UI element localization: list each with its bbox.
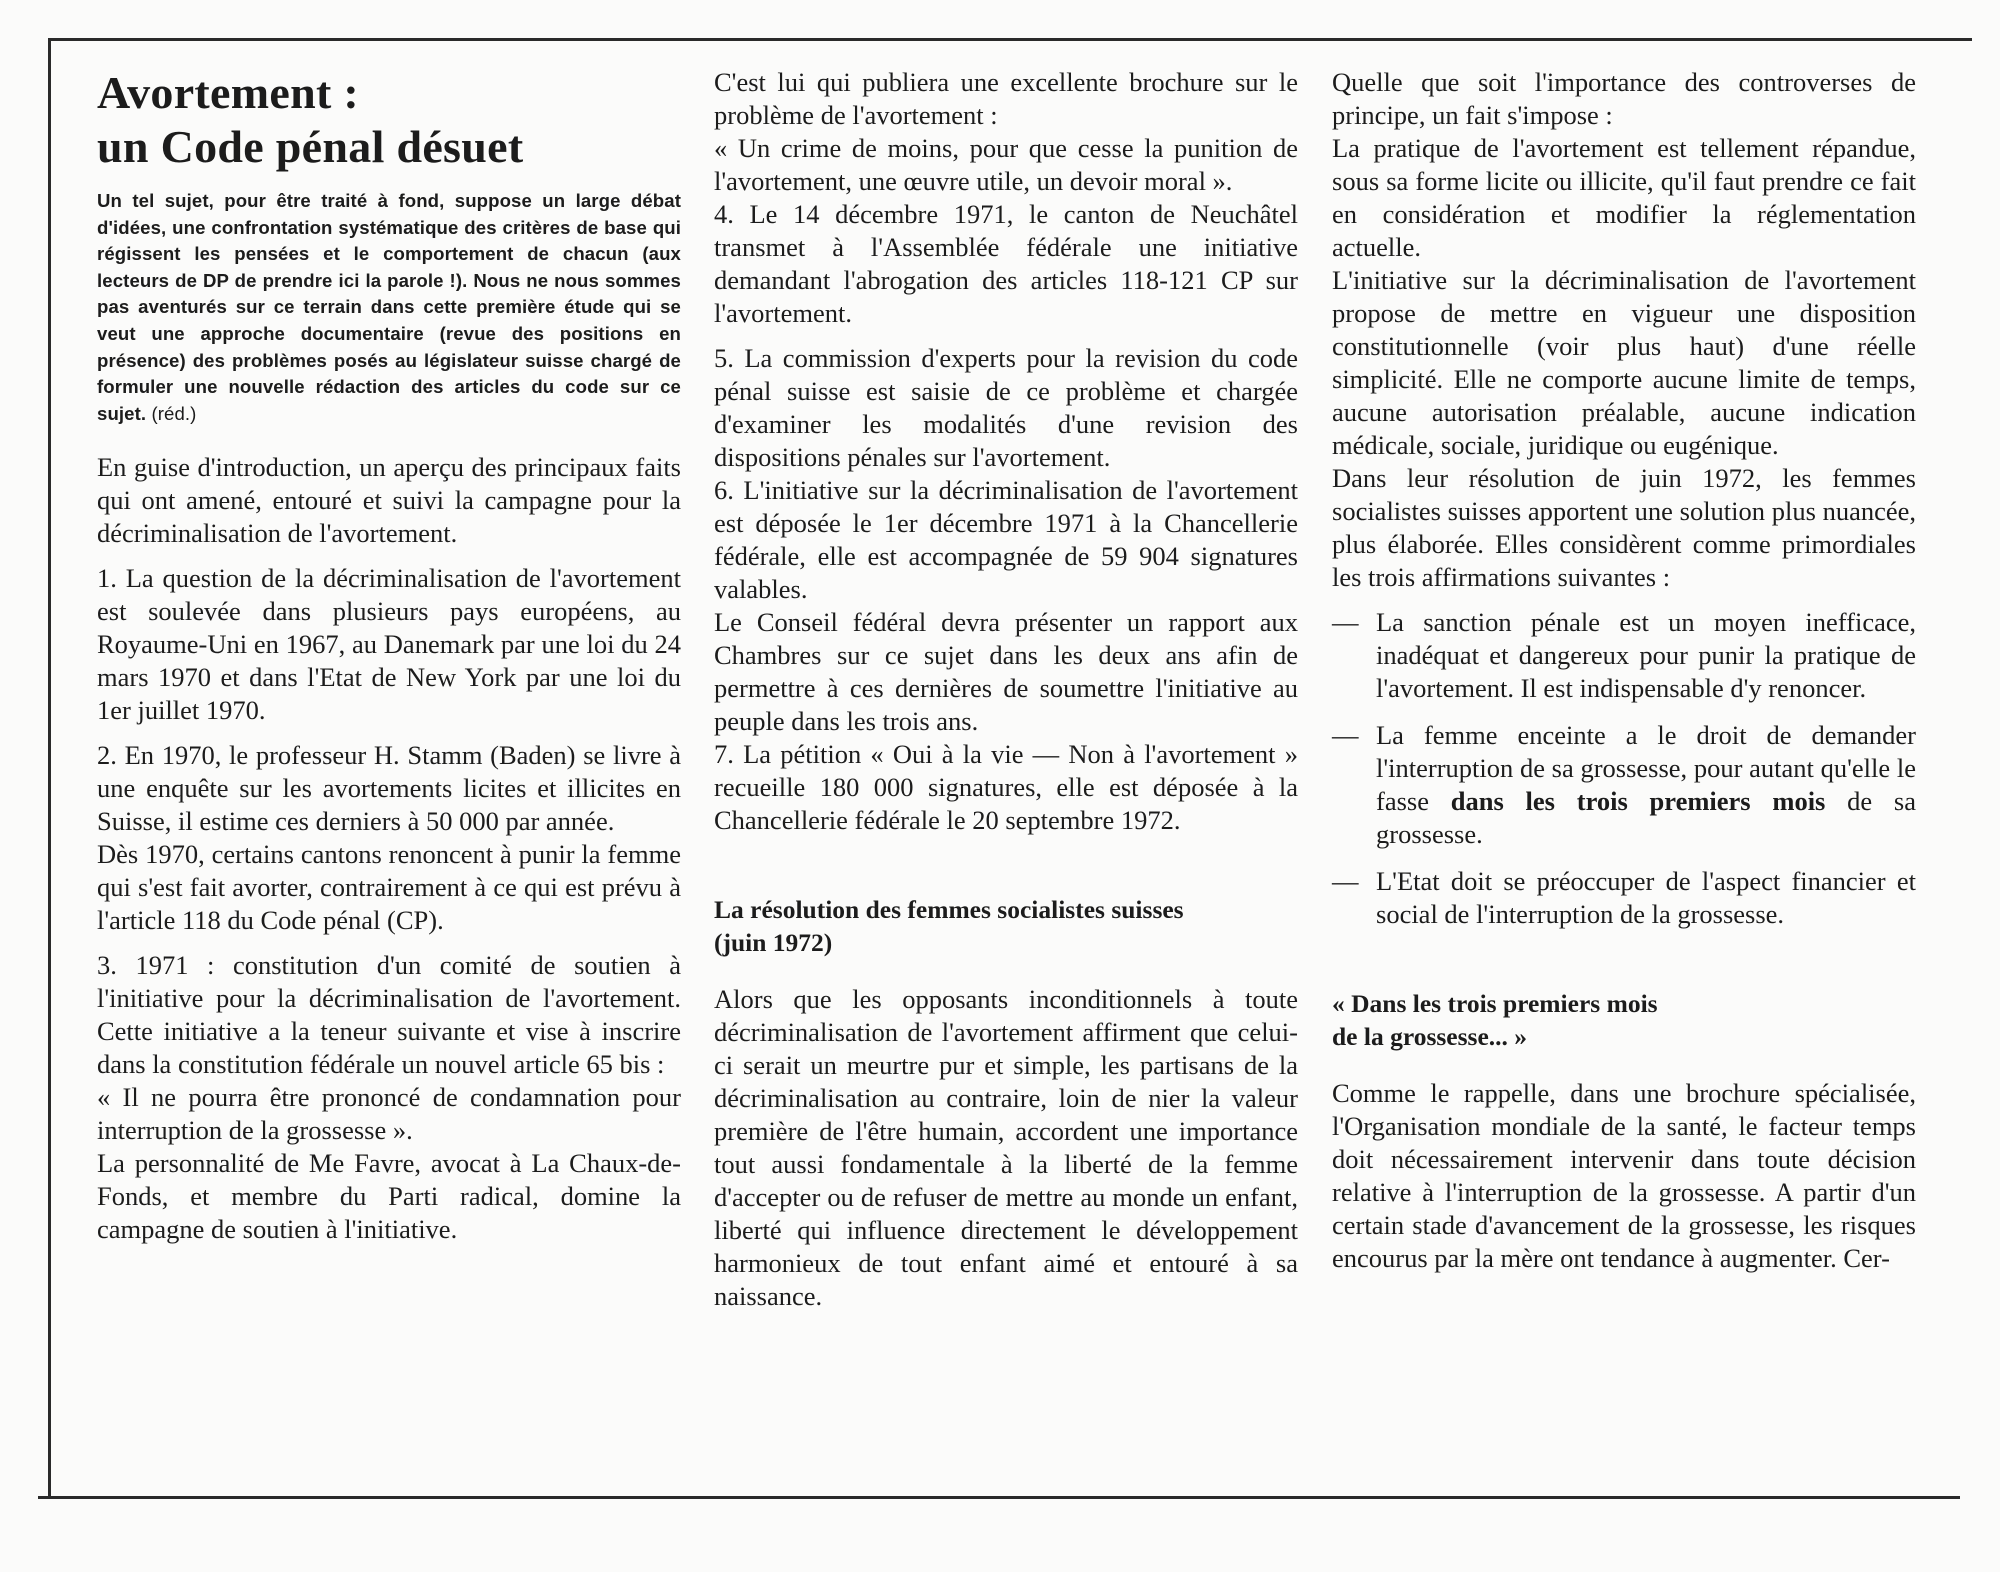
top-rule (50, 38, 1972, 41)
paragraph-6b: Le Conseil fédéral devra présenter un rapport aux Chambres sur ce sujet dans les deux ans afin de permettre à ces dernières de soumettre l'initiative au peuple dans les trois ans. (714, 607, 1298, 736)
list-item-text: La sanction pénale est un moyen inefficace, inadéquat et dangereux pour punir la pratique de l'avortement. Il est indispensable d'y renoncer. (1376, 607, 1916, 703)
column-1 (97, 66, 681, 1246)
dash-marker: — (1332, 866, 1359, 896)
paragraph-comme: Comme le rappelle, dans une brochure spécialisée, l'Organisation mondiale de la santé, le facteur temps doit nécessairement intervenir dans toute décision relative à l'interruption de la grossesse. A partir d'un certain stade d'avancement de la grossesse, les risques encourus par la mère ont tendance à augmenter. Cer- (1332, 1078, 1916, 1273)
paragraph-brochure-quote: « Un crime de moins, pour que cesse la punition de l'avortement, une œuvre utile, un devoir moral ». (714, 133, 1298, 196)
paragraph-resolution: Dans leur résolution de juin 1972, les femmes socialistes suisses apportent une solution plus nuancée, plus élaborée. Elles considèrent comme primordiales les trois affirmations suivantes : (1332, 463, 1916, 592)
list-item-text-bold: dans les trois premiers mois (1450, 786, 1826, 816)
list-item (1332, 719, 1916, 851)
list-item-text-before: La femme enceinte a le droit de demander l'interruption de sa grossesse, pour autant qu'elle le fasse (1376, 720, 1916, 816)
subhead-resolution (714, 893, 1298, 959)
subhead-resolution-line-2: (juin 1972) (714, 928, 833, 957)
subhead-trois-mois (1332, 987, 1916, 1053)
column-3 (1332, 66, 1916, 1275)
paragraph-alors: Alors que les opposants inconditionnels à toute décriminalisation de l'avortement affirment que celui-ci serait un meurtre pur et simple, les partisans de la décriminalisation au contraire, loin de nier la valeur première de l'être humain, accordent une importance tout aussi fondamentale à la liberté de la femme d'accepter ou de refuser de mettre au monde un enfant, liberté qui influence directement le développement harmonieux de tout enfant aimé et entouré à sa naissance. (714, 984, 1298, 1311)
paragraph-3b: La personnalité de Me Favre, avocat à La Chaux-de-Fonds, et membre du Parti radical, domine la campagne de soutien à l'initiative. (97, 1148, 681, 1245)
paragraph-pratique: La pratique de l'avortement est tellement répandue, sous sa forme licite ou illicite, qu'il faut prendre ce fait en considération et modifier la réglementation actuelle. (1332, 133, 1916, 262)
paragraph-5: 5. La commission d'experts pour la revision du code pénal suisse est saisie de ce problème et chargée d'examiner les modalités d'une revision des dispositions pénales sur l'avortement. (714, 343, 1298, 472)
list-item (1332, 865, 1916, 931)
paragraph-initiative: L'initiative sur la décriminalisation de l'avortement propose de mettre en vigueur une disposition constitutionnelle (voir plus haut) d'une réelle simplicité. Elle ne comporte aucune limite de temps, aucune autorisation préalable, aucune indication médicale, sociale, juridique ou eugénique. (1332, 265, 1916, 460)
subhead-trois-mois-line-2: de la grossesse... » (1332, 1022, 1528, 1051)
subhead-resolution-line-1: La résolution des femmes socialistes suisses (714, 895, 1184, 924)
article-title (97, 66, 681, 174)
bottom-rule (38, 1496, 1960, 1499)
paragraph-7: 7. La pétition « Oui à la vie — Non à l'avortement » recueille 180 000 signatures, elle est déposée à la Chancellerie fédérale le 20 septembre 1972. (714, 739, 1298, 835)
paragraph-1: 1. La question de la décriminalisation de l'avortement est soulevée dans plusieurs pays européens, au Royaume-Uni en 1967, au Danemark par une loi du 24 mars 1970 et dans l'Etat de New York par une loi du 1er juillet 1970. (97, 563, 681, 726)
paragraph-6: 6. L'initiative sur la décriminalisation de l'avortement est déposée le 1er décembre 1971 à la Chancellerie fédérale, elle est accompagnée de 59 904 signatures valables. (714, 475, 1298, 604)
list-item-text: L'Etat doit se préoccuper de l'aspect financier et social de l'interruption de la grossesse. (1376, 866, 1916, 929)
lead-signature: (réd.) (151, 402, 197, 424)
paragraph-3: 3. 1971 : constitution d'un comité de soutien à l'initiative pour la décriminalisation de l'avortement. Cette initiative a la teneur suivante et vise à inscrire dans la constitution fédérale un nouvel article 65 bis : (97, 950, 681, 1080)
subhead-trois-mois-line-1: « Dans les trois premiers mois (1332, 989, 1658, 1018)
title-line-1: Avortement : (97, 67, 360, 118)
lead-text: Un tel sujet, pour être traité à fond, suppose un large débat d'idées, une confrontation systématique des critères de base qui régissent les pensées et le comportement de chacun (aux lecteurs de DP de prendre ici la parole !). Nous ne nous sommes pas aventurés sur ce terrain dans cette première étude qui se veut une approche documentaire (revue des positions en présence) des problèmes posés au législateur suisse chargé de formuler une nouvelle rédaction des articles du code sur ce sujet. (97, 190, 681, 424)
dash-marker: — (1332, 720, 1359, 750)
title-line-2: un Code pénal désuet (97, 121, 524, 172)
paragraph-continued: C'est lui qui publiera une excellente brochure sur le problème de l'avortement : (714, 67, 1298, 130)
lead-paragraph (97, 188, 681, 427)
list-item (1332, 606, 1916, 705)
dash-marker: — (1332, 607, 1359, 637)
paragraph-4: 4. Le 14 décembre 1971, le canton de Neuchâtel transmet à l'Assemblée fédérale une initiative demandant l'abrogation des articles 118-121 CP sur l'avortement. (714, 199, 1298, 328)
paragraph-quelle: Quelle que soit l'importance des controverses de principe, un fait s'impose : (1332, 67, 1916, 130)
column-2 (714, 66, 1298, 1313)
paragraph-3-quote: « Il ne pourra être prononcé de condamnation pour interruption de la grossesse ». (97, 1082, 681, 1146)
paragraph-intro: En guise d'introduction, un aperçu des principaux faits qui ont amené, entouré et suivi la campagne pour la décriminalisation de l'avortement. (97, 452, 681, 549)
left-rule (48, 38, 51, 1498)
list-item-text-after: de sa grossesse. (1376, 786, 1916, 849)
affirmations-list (1332, 606, 1916, 931)
paragraph-2: 2. En 1970, le professeur H. Stamm (Baden) se livre à une enquête sur les avortements licites et illicites en Suisse, il estime ces derniers à 50 000 par année. (97, 740, 681, 837)
paragraph-2b: Dès 1970, certains cantons renoncent à punir la femme qui s'est fait avorter, contrairement à ce qui est prévu à l'article 118 du Code pénal (CP). (97, 839, 681, 936)
